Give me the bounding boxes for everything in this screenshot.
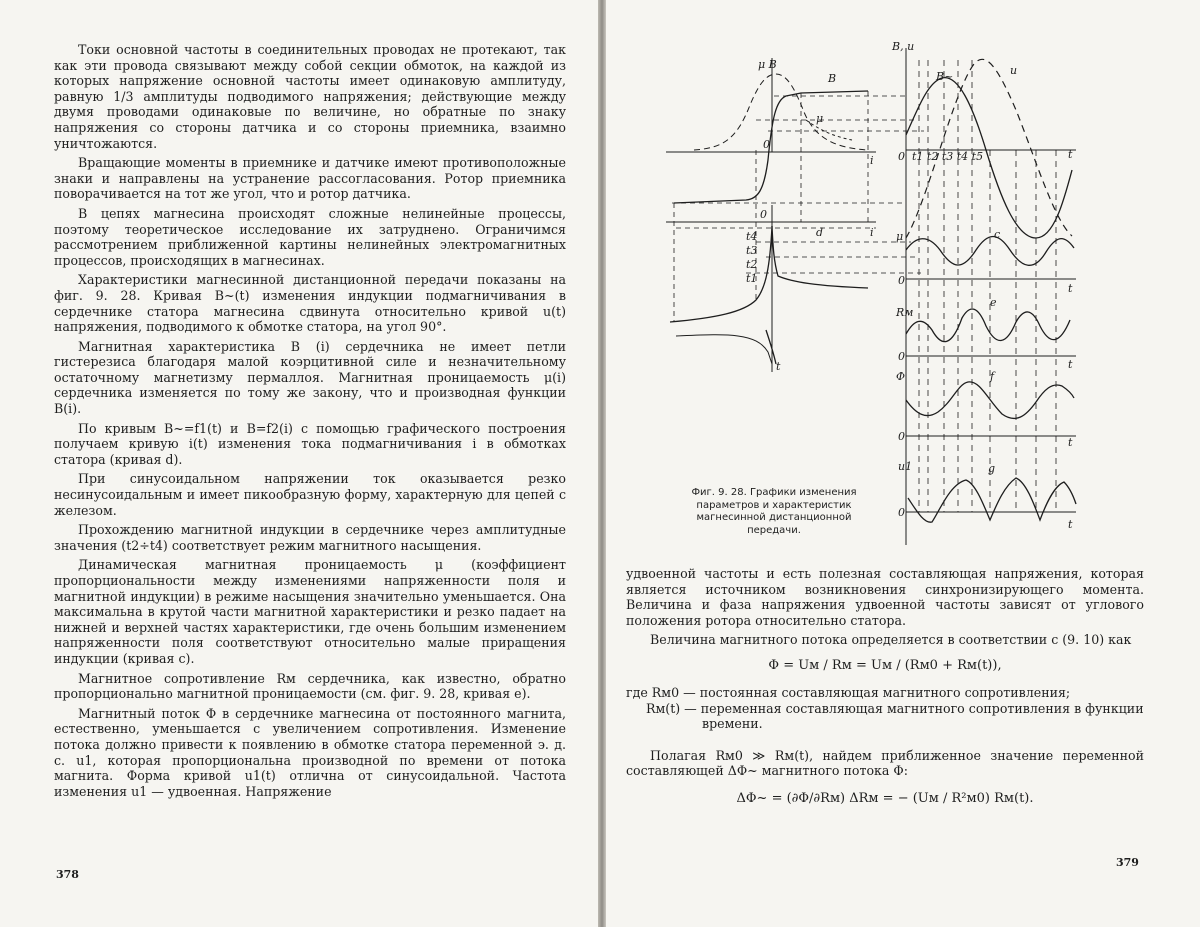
- label-zero-2: 0: [760, 208, 767, 221]
- paragraph: Динамическая магнитная проницаемость μ (коэффициент пропорциональности между изменениями напряженности поля и магнитной индукции) в режиме насыщения значительно уменьшается. Она максимальна в крутой части магнитной характеристики и резко падает на нижней и верхней частях характеристики, где очень большим изменением напряженности поля соответствуют относительно малые приращения индукции (кривая c).: [54, 557, 566, 666]
- label-b: B: [828, 72, 837, 85]
- label-t-row: t1 t2 t3 t4 t5: [912, 150, 984, 163]
- label-t2: t2: [746, 258, 758, 271]
- curve-d-cusp: [676, 335, 772, 364]
- label-u1: u1: [898, 460, 913, 473]
- figure-caption: Фиг. 9. 28. Графики изменения параметров и характеристик магнесинной дистанционной передачи.: [691, 487, 857, 536]
- label-zero: 0: [763, 138, 770, 151]
- label-t-row4: t: [1068, 436, 1073, 449]
- label-zero-row1: 0: [898, 150, 905, 163]
- label-zero-row2: 0: [898, 274, 905, 287]
- definition-list: [626, 685, 1144, 732]
- formula-delta-flux: ΔΦ~ = (∂Φ/∂Rм) ΔRм = − (Uм / R²м0) Rм(t).: [736, 790, 1034, 806]
- label-mu-b: μ B: [758, 58, 777, 71]
- curve-f: [906, 382, 1074, 419]
- definition-rm-t: Rм(t) — переменная составляющая магнитного сопротивления в функции времени.: [646, 700, 1144, 732]
- curve-d-tail: [766, 330, 776, 364]
- curve-e: [906, 309, 1070, 342]
- paragraph: Величина магнитного потока определяется в соответствии с (9. 10) как: [650, 632, 1132, 648]
- label-t3: t3: [746, 244, 758, 257]
- label-t1: t1: [746, 272, 758, 285]
- curve-g: [908, 478, 1076, 522]
- page-number: 378: [56, 868, 79, 881]
- label-t4: t4: [746, 230, 758, 243]
- paragraph: При синусоидальном напряжении ток оказывается резко несинусоидальным и имеет пикообразную форму, характерную для цепей с железом.: [54, 471, 566, 518]
- label-i-axis: i: [870, 154, 874, 167]
- figure-9-28: [606, 0, 1200, 560]
- label-e: e: [990, 296, 997, 309]
- label-zero-row5: 0: [898, 506, 905, 519]
- paragraph: Магнитное сопротивление Rм сердечника, как известно, обратно пропорционально магнитной проницаемости (см. фиг. 9. 28, кривая e).: [54, 670, 566, 702]
- label-f: f: [990, 370, 995, 383]
- label-t-left: t: [776, 360, 781, 373]
- right-page: [606, 0, 1200, 927]
- label-mu: μ: [816, 112, 824, 125]
- page-number: 379: [1116, 856, 1139, 869]
- book-gutter: [598, 0, 606, 927]
- label-mu-2: μ: [896, 230, 904, 243]
- paragraph: Вращающие моменты в приемнике и датчике имеют противоположные знаки и направлены на устранение рассогласования. Ротор приемника поворачивается на тот же угол, что и ротор датчика.: [54, 155, 566, 202]
- label-t-row2: t: [1068, 282, 1073, 295]
- paragraph: Прохождению магнитной индукции в сердечнике через амплитудные значения (t2÷t4) соответствует режим магнитного насыщения.: [54, 522, 566, 553]
- figure-labels: [746, 40, 1073, 531]
- label-c: c: [994, 228, 1001, 241]
- b-of-i-curve: [674, 91, 868, 203]
- label-b-tilde: B~: [936, 70, 954, 83]
- mu-of-i-curve: [694, 74, 868, 150]
- label-zero-row4: 0: [898, 430, 905, 443]
- paragraph: удвоенной частоты и есть полезная составляющая напряжения, которая является источником возникновения синхронизирующего момента. Величина и фаза напряжения удвоенной частоты зависят от углового положения ротора относительно статора.: [626, 566, 1144, 628]
- label-t-row5: t: [1068, 518, 1073, 531]
- label-phi: Φ: [896, 370, 906, 383]
- label-d: d: [816, 226, 824, 239]
- label-i-axis-2: i: [870, 226, 874, 239]
- right-text-block: [626, 566, 1144, 806]
- label-zero-row3: 0: [898, 350, 905, 363]
- left-page: [0, 0, 598, 927]
- paragraph: Магнитный поток Φ в сердечнике магнесина от постоянного магнита, естественно, уменьшается с увеличением сопротивления. Изменение потока должно привести к появлению в обмотке статора переменной э. д. с. u1, которая пропорциональна производной по времени от потока магнита. Форма кривой u1(t) отлична от синусоидальной. Частота изменения u1 — удвоенная. Напряжение: [54, 705, 566, 799]
- formula-flux: Φ = Uм / Rм = Uм / (Rм0 + Rм(t)),: [768, 657, 1002, 673]
- paragraph: Полагая Rм0 ≫ Rм(t), найдем приближенное значение переменной составляющей ΔΦ~ магнитного потока Φ:: [626, 747, 1144, 779]
- label-b-u: B, u: [892, 40, 915, 53]
- paragraph: По кривым B~=f1(t) и B=f2(i) с помощью графического построения получаем кривую i(t) изменения тока подмагничивания i в обмотках статора (кривая d).: [54, 420, 566, 467]
- paragraph: Характеристики магнесинной дистанционной передачи показаны на фиг. 9. 28. Кривая B~(t) изменения индукции подмагничивания в сердечнике статора магнесина сдвинута относительно кривой u(t) напряжения, подводимого к обмотке статора, на угол 90°.: [54, 272, 566, 335]
- label-g: g: [988, 462, 996, 475]
- label-t-row1: t: [1068, 148, 1073, 161]
- paragraph: Магнитная характеристика B (i) сердечника не имеет петли гистерезиса благодаря малой коэрцитивной силе и незначительному остаточному магнетизму пермаллоя. Магнитная проницаемость μ(i) сердечника изменяется по тому же закону, что и производная функции B(i).: [54, 338, 566, 417]
- label-t-row3: t: [1068, 358, 1073, 371]
- mu-small-curve: [806, 120, 852, 140]
- definition-rm0: где Rм0 — постоянная составляющая магнитного сопротивления;: [626, 684, 1071, 700]
- paragraph: В цепях магнесина происходят сложные нелинейные процессы, поэтому теоретическое исследование их затруднено. Ограничимся рассмотрением приближенной картины нелинейных электромагнитных процессов, происходящих в магнесинах.: [54, 205, 566, 268]
- label-rm: Rм: [896, 306, 914, 319]
- label-u: u: [1010, 64, 1018, 77]
- paragraph: Токи основной частоты в соединительных проводах не протекают, так как эти провода связывают между собой секции обмоток, на каждой из которых напряжение основной частоты имеет одинаковую амплитуду, равную 1/3 амплитуды подводимого напряжения; действующие между двумя проводами одинаковые по величине, но обратные по знаку напряжения со стороны датчика и со стороны приемника, взаимно уничтожаются.: [54, 42, 566, 151]
